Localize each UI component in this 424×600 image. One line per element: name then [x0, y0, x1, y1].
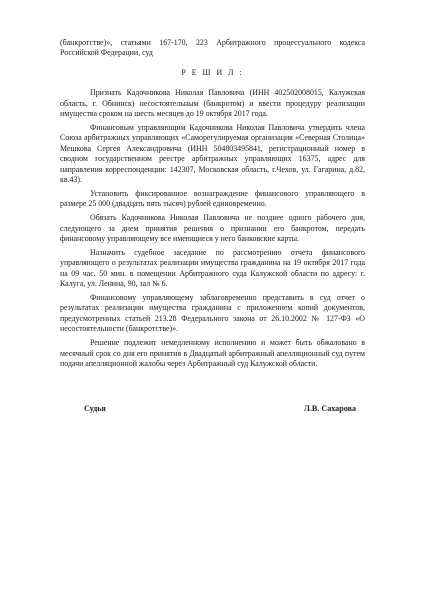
paragraph-remuneration: Установить фиксированное вознаграждение финансового управляющего в размере 25 000 (двадцать пять тысяч) рублей единовременно. [60, 188, 365, 209]
judge-name: Л.В. Сахарова [303, 404, 356, 413]
paragraph-hearing: Назначить судебное заседание по рассмотрению отчета финансового управляющего о результатах реализации имущества гражданина на 19 октября 2017 года на 09 час. 50 мин. в помещении Арбитражного суда Калужской области по адресу: г. Калуга, ул. Ленина, 90, зал № 6. [60, 247, 365, 289]
paragraph-report: Финансовому управляющему заблаговременно представить в суд отчет о результатах реализации имущества гражданина с приложением копий документов, предусмотренных статьей 213.28 Федерального закона от 26.10.2002 № 127-ФЗ «О несостоятельности (банкротстве)». [60, 293, 365, 334]
judge-title: Судья [84, 404, 106, 413]
paragraph-declare-bankrupt: Признать Кадочникова Николая Павловича (ИНН 402502008015, Калужская область, г. Обнинск) несостоятельным (банкротом) и ввести процедуру реализации имущества сроком на шесть месяцев до 19 октября 2017 года. [60, 88, 365, 119]
paragraph-appoint-manager: Финансовым управляющим Кадочникова Николая Павловича утвердить члена Союза арбитражных управляющих «Саморегулируемая организация «Северная Столица» Мешкова Сергея Александровича (ИНН 504803495841, регистрационный номер в сводном государственном реестре арбитражных управляющих 16375, адрес для направления корреспонденции: 142307, Московская область, г.Чехов, ул. Гагарина, д.82, кв.43). [60, 122, 365, 184]
decision-heading: Р Е Ш И Л : [181, 67, 244, 77]
paragraph-appeal: Решение подлежит немедленному исполнению и может быть обжаловано в месячный срок со дня его принятия в Двадцатый арбитражный апелляционный суд путем подачи апелляционной жалобы через Арбитражный суд Калужской области. [60, 338, 365, 368]
signature-block [84, 404, 356, 413]
paragraph-bank-cards: Обязать Кадочникова Николая Павловича не позднее одного рабочего дня, следующего за днем принятия решения о признании его банкротом, передать финансовому управляющему все имеющиеся у него банковские карты. [60, 213, 365, 243]
document-body [60, 38, 365, 369]
opening-paragraph: (банкротстве)», статьями 167-170, 223 Арбитражного процессуального кодекса Российской Федерации, суд [60, 38, 365, 58]
